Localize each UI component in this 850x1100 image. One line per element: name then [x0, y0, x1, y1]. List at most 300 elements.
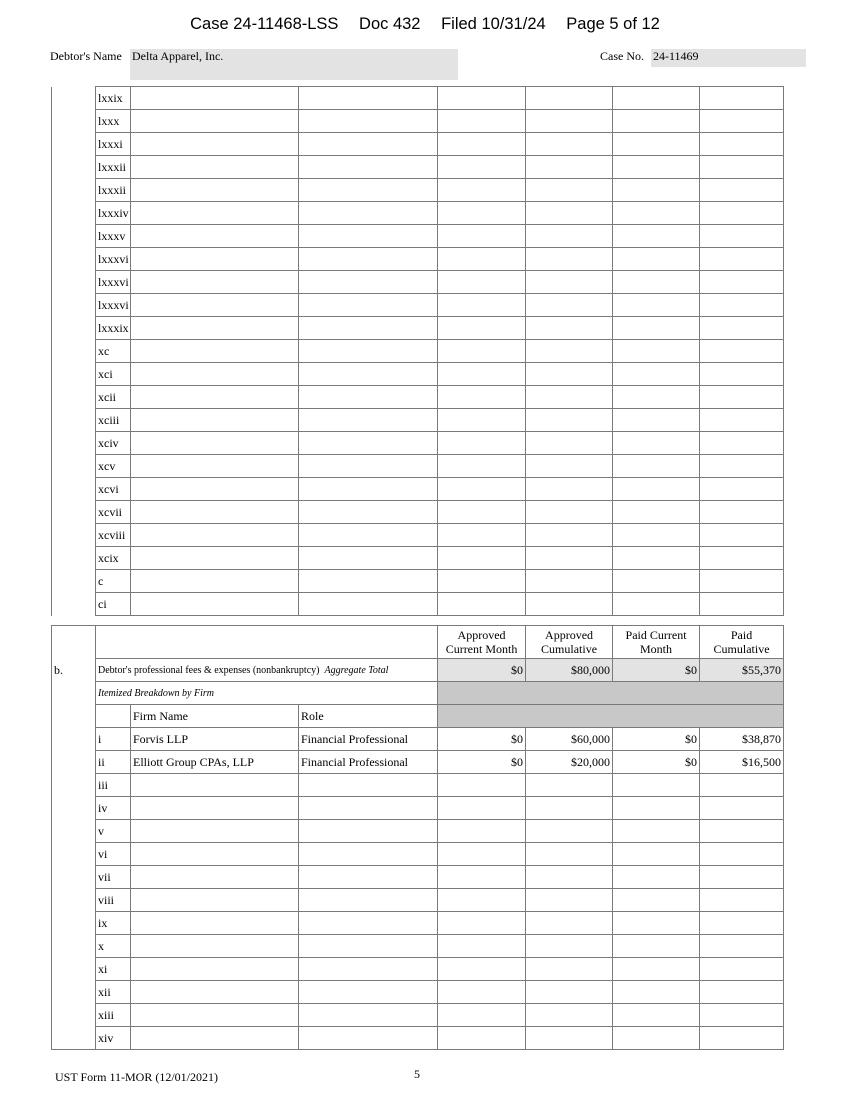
entry-cell[interactable]	[131, 820, 299, 843]
entry-cell[interactable]	[438, 432, 526, 455]
total-approved-cumulative: $80,000	[526, 659, 613, 682]
entry-cell[interactable]	[526, 294, 613, 317]
entry-cell[interactable]	[299, 843, 438, 866]
entry-cell[interactable]	[299, 202, 438, 225]
aggregate-label: Aggregate Total	[324, 664, 389, 676]
table-row	[52, 110, 784, 133]
entry-cell[interactable]	[700, 409, 784, 432]
entry-cell[interactable]	[438, 225, 526, 248]
entry-cell[interactable]	[299, 524, 438, 547]
blank-cell	[52, 570, 96, 593]
aggregate-desc: Debtor's professional fees & expenses (nonbankruptcy)	[98, 664, 320, 676]
entry-cell[interactable]	[613, 866, 700, 889]
entry-cell[interactable]	[526, 455, 613, 478]
blank-cell	[52, 317, 96, 340]
entry-cell[interactable]	[613, 409, 700, 432]
entry-cell[interactable]	[613, 912, 700, 935]
entry-cell[interactable]	[526, 547, 613, 570]
entry-cell[interactable]	[131, 179, 299, 202]
doc-number: Doc 432	[359, 15, 421, 33]
blank-cell	[52, 501, 96, 524]
entry-cell[interactable]	[700, 524, 784, 547]
blank-header-cell	[96, 626, 438, 659]
entry-cell[interactable]	[131, 271, 299, 294]
entry-cell[interactable]	[438, 1027, 526, 1050]
entry-cell[interactable]	[438, 202, 526, 225]
table-row	[52, 843, 784, 866]
entry-cell[interactable]	[613, 1004, 700, 1027]
entry-cell[interactable]	[438, 501, 526, 524]
entry-cell[interactable]	[131, 432, 299, 455]
entry-cell[interactable]	[613, 820, 700, 843]
entry-cell[interactable]	[438, 958, 526, 981]
entry-cell[interactable]	[700, 271, 784, 294]
entry-cell[interactable]	[526, 912, 613, 935]
entry-cell[interactable]	[526, 843, 613, 866]
row-number: lxxxii	[96, 179, 131, 202]
section-b-table	[51, 625, 784, 1050]
case-no-field[interactable]: 24-11469	[651, 49, 806, 67]
entry-cell[interactable]	[526, 363, 613, 386]
entry-cell[interactable]	[700, 797, 784, 820]
entry-cell[interactable]	[526, 225, 613, 248]
table-row	[52, 271, 784, 294]
row-number: lxxxiv	[96, 202, 131, 225]
entry-cell[interactable]	[613, 1027, 700, 1050]
entry-cell[interactable]	[526, 179, 613, 202]
entry-cell[interactable]	[131, 981, 299, 1004]
entry-cell[interactable]	[131, 958, 299, 981]
entry-cell[interactable]	[613, 225, 700, 248]
blank-cell	[52, 774, 96, 797]
entry-cell[interactable]	[131, 363, 299, 386]
firm-name-header: Firm Name	[131, 705, 299, 728]
blank-cell	[52, 981, 96, 1004]
entry-cell[interactable]	[299, 935, 438, 958]
row-number: xcix	[96, 547, 131, 570]
entry-cell[interactable]	[613, 340, 700, 363]
row-number: iv	[96, 797, 131, 820]
entry-cell[interactable]	[438, 133, 526, 156]
row-number: xc	[96, 340, 131, 363]
entry-cell[interactable]	[438, 820, 526, 843]
entry-cell[interactable]	[299, 958, 438, 981]
table-row	[52, 981, 784, 1004]
entry-cell[interactable]	[438, 386, 526, 409]
entry-cell[interactable]	[700, 87, 784, 110]
itemized-shaded	[438, 682, 784, 705]
blank-cell	[52, 843, 96, 866]
row-number: lxxxii	[96, 156, 131, 179]
entry-cell[interactable]	[299, 570, 438, 593]
entry-cell[interactable]	[613, 179, 700, 202]
entry-cell[interactable]	[131, 478, 299, 501]
entry-cell[interactable]	[299, 1004, 438, 1027]
entry-cell[interactable]	[131, 593, 299, 616]
entry-cell[interactable]	[299, 340, 438, 363]
table-row	[52, 294, 784, 317]
table-row	[52, 547, 784, 570]
row-number: x	[96, 935, 131, 958]
table-row	[52, 593, 784, 616]
entry-cell[interactable]	[613, 202, 700, 225]
entry-cell[interactable]	[299, 455, 438, 478]
row-number: vii	[96, 866, 131, 889]
col-header-approved-cumulative: Approved Cumulative	[526, 626, 613, 659]
entry-cell[interactable]	[299, 889, 438, 912]
entry-cell[interactable]	[613, 524, 700, 547]
entry-cell[interactable]	[526, 524, 613, 547]
entry-cell[interactable]	[438, 889, 526, 912]
row-number: xciv	[96, 432, 131, 455]
entry-cell[interactable]	[299, 1027, 438, 1050]
entry-cell[interactable]	[438, 774, 526, 797]
blank-cell	[52, 935, 96, 958]
entry-cell[interactable]	[700, 1027, 784, 1050]
entry-cell[interactable]	[438, 271, 526, 294]
entry-cell[interactable]	[526, 110, 613, 133]
entry-cell[interactable]	[613, 774, 700, 797]
table-row	[52, 225, 784, 248]
entry-cell[interactable]	[131, 547, 299, 570]
entry-cell[interactable]	[613, 981, 700, 1004]
table-row	[52, 501, 784, 524]
row-number: v	[96, 820, 131, 843]
entry-cell[interactable]	[131, 866, 299, 889]
entry-cell[interactable]	[131, 843, 299, 866]
firm-role: Financial Professional	[299, 751, 438, 774]
entry-cell[interactable]	[299, 87, 438, 110]
blank-cell	[52, 409, 96, 432]
row-number: xi	[96, 958, 131, 981]
entry-cell[interactable]	[700, 570, 784, 593]
entry-cell[interactable]	[613, 156, 700, 179]
entry-cell[interactable]	[700, 455, 784, 478]
entry-cell[interactable]	[438, 110, 526, 133]
entry-cell[interactable]	[700, 889, 784, 912]
entry-cell[interactable]	[613, 958, 700, 981]
table-row	[52, 133, 784, 156]
debtor-name-field[interactable]: Delta Apparel, Inc.	[130, 49, 458, 80]
entry-cell[interactable]	[438, 981, 526, 1004]
entry-cell[interactable]	[299, 478, 438, 501]
entry-cell[interactable]	[700, 294, 784, 317]
entry-cell[interactable]	[700, 386, 784, 409]
entry-cell[interactable]	[700, 432, 784, 455]
entry-cell[interactable]	[613, 797, 700, 820]
row-number: iii	[96, 774, 131, 797]
entry-cell[interactable]	[299, 501, 438, 524]
row-number: c	[96, 570, 131, 593]
entry-cell[interactable]	[131, 455, 299, 478]
entry-cell[interactable]	[613, 501, 700, 524]
entry-cell[interactable]	[131, 1027, 299, 1050]
entry-cell[interactable]	[700, 547, 784, 570]
entry-cell[interactable]	[526, 570, 613, 593]
blank-cell	[52, 728, 96, 751]
blank-cell	[52, 547, 96, 570]
blank-cell	[52, 478, 96, 501]
table-row	[52, 455, 784, 478]
entry-cell[interactable]	[526, 501, 613, 524]
entry-cell[interactable]	[438, 866, 526, 889]
entry-cell[interactable]	[299, 820, 438, 843]
entry-cell[interactable]	[526, 1027, 613, 1050]
entry-cell[interactable]	[526, 271, 613, 294]
row-number: xciii	[96, 409, 131, 432]
total-paid-current: $0	[613, 659, 700, 682]
entry-cell[interactable]	[299, 363, 438, 386]
entry-cell[interactable]	[700, 866, 784, 889]
entry-cell[interactable]	[700, 202, 784, 225]
entry-cell[interactable]	[613, 570, 700, 593]
entry-cell[interactable]	[299, 294, 438, 317]
entry-cell[interactable]	[131, 524, 299, 547]
entry-cell[interactable]	[700, 912, 784, 935]
entry-cell[interactable]	[526, 432, 613, 455]
firm-value: $16,500	[700, 751, 784, 774]
row-number: viii	[96, 889, 131, 912]
row-number: lxxx	[96, 110, 131, 133]
entry-cell[interactable]	[526, 797, 613, 820]
entry-cell[interactable]	[299, 774, 438, 797]
itemized-label: Itemized Breakdown by Firm	[96, 682, 438, 705]
entry-cell[interactable]	[700, 248, 784, 271]
entry-cell[interactable]	[438, 570, 526, 593]
entry-cell[interactable]	[438, 1004, 526, 1027]
entry-cell[interactable]	[613, 363, 700, 386]
firm-number: ii	[96, 751, 131, 774]
entry-cell[interactable]	[438, 593, 526, 616]
row-number: lxxxix	[96, 317, 131, 340]
blank-cell	[52, 524, 96, 547]
entry-cell[interactable]	[299, 432, 438, 455]
blank-cell	[52, 751, 96, 774]
entry-cell[interactable]	[526, 774, 613, 797]
entry-cell[interactable]	[700, 820, 784, 843]
entry-cell[interactable]	[526, 478, 613, 501]
blank-cell	[52, 1027, 96, 1050]
entry-cell[interactable]	[526, 317, 613, 340]
entry-cell[interactable]	[526, 87, 613, 110]
table-row	[52, 202, 784, 225]
table-row	[52, 478, 784, 501]
entry-cell[interactable]	[299, 317, 438, 340]
entry-cell[interactable]	[526, 156, 613, 179]
table-row	[52, 1027, 784, 1050]
entry-cell[interactable]	[613, 547, 700, 570]
entry-cell[interactable]	[438, 294, 526, 317]
entry-cell[interactable]	[131, 156, 299, 179]
row-number: lxxix	[96, 87, 131, 110]
entry-cell[interactable]	[438, 524, 526, 547]
blank-cell	[52, 889, 96, 912]
entry-cell[interactable]	[700, 156, 784, 179]
entry-cell[interactable]	[526, 409, 613, 432]
entry-cell[interactable]	[613, 294, 700, 317]
entry-cell[interactable]	[131, 409, 299, 432]
entry-cell[interactable]	[613, 386, 700, 409]
entry-cell[interactable]	[131, 87, 299, 110]
entry-cell[interactable]	[526, 935, 613, 958]
total-paid-cumulative: $55,370	[700, 659, 784, 682]
entry-cell[interactable]	[438, 935, 526, 958]
upper-fees-table	[51, 86, 784, 616]
blank-cell	[52, 294, 96, 317]
firm-number: i	[96, 728, 131, 751]
entry-cell[interactable]	[613, 455, 700, 478]
entry-cell[interactable]	[613, 271, 700, 294]
letter-cell	[52, 626, 96, 659]
row-number: lxxxvi	[96, 294, 131, 317]
entry-cell[interactable]	[438, 797, 526, 820]
entry-cell[interactable]	[526, 133, 613, 156]
entry-cell[interactable]	[299, 271, 438, 294]
table-row	[52, 774, 784, 797]
entry-cell[interactable]	[131, 294, 299, 317]
entry-cell[interactable]	[700, 958, 784, 981]
entry-cell[interactable]	[700, 225, 784, 248]
table-row	[52, 340, 784, 363]
blank-cell	[52, 110, 96, 133]
entry-cell[interactable]	[299, 409, 438, 432]
firm-name: Elliott Group CPAs, LLP	[131, 751, 299, 774]
entry-cell[interactable]	[700, 593, 784, 616]
entry-cell[interactable]	[526, 958, 613, 981]
entry-cell[interactable]	[131, 889, 299, 912]
col-header-paid-current: Paid Current Month	[613, 626, 700, 659]
entry-cell[interactable]	[613, 133, 700, 156]
entry-cell[interactable]	[526, 866, 613, 889]
entry-cell[interactable]	[438, 478, 526, 501]
row-number: lxxxi	[96, 133, 131, 156]
entry-cell[interactable]	[700, 843, 784, 866]
blank-cell	[52, 797, 96, 820]
blank-cell	[52, 958, 96, 981]
entry-cell[interactable]	[438, 843, 526, 866]
entry-cell[interactable]	[438, 363, 526, 386]
entry-cell[interactable]	[526, 202, 613, 225]
entry-cell[interactable]	[700, 363, 784, 386]
entry-cell[interactable]	[700, 935, 784, 958]
entry-cell[interactable]	[438, 912, 526, 935]
entry-cell[interactable]	[613, 87, 700, 110]
entry-cell[interactable]	[299, 110, 438, 133]
entry-cell[interactable]	[131, 570, 299, 593]
entry-cell[interactable]	[526, 386, 613, 409]
entry-cell[interactable]	[438, 87, 526, 110]
entry-cell[interactable]	[438, 179, 526, 202]
entry-cell[interactable]	[438, 317, 526, 340]
entry-cell[interactable]	[299, 179, 438, 202]
entry-cell[interactable]	[299, 156, 438, 179]
entry-cell[interactable]	[613, 889, 700, 912]
entry-cell[interactable]	[700, 501, 784, 524]
entry-cell[interactable]	[613, 478, 700, 501]
firm-value: $0	[613, 751, 700, 774]
entry-cell[interactable]	[299, 912, 438, 935]
entry-cell[interactable]	[131, 797, 299, 820]
entry-cell[interactable]	[700, 133, 784, 156]
table-row	[52, 156, 784, 179]
entry-cell[interactable]	[131, 912, 299, 935]
entry-cell[interactable]	[700, 981, 784, 1004]
entry-cell[interactable]	[700, 1004, 784, 1027]
entry-cell[interactable]	[131, 202, 299, 225]
entry-cell[interactable]	[613, 110, 700, 133]
entry-cell[interactable]	[613, 935, 700, 958]
entry-cell[interactable]	[526, 889, 613, 912]
header-row	[52, 626, 784, 659]
entry-cell[interactable]	[700, 317, 784, 340]
entry-cell[interactable]	[700, 774, 784, 797]
entry-cell[interactable]	[299, 593, 438, 616]
entry-cell[interactable]	[299, 133, 438, 156]
entry-cell[interactable]	[131, 225, 299, 248]
col-header-approved-current: Approved Current Month	[438, 626, 526, 659]
entry-cell[interactable]	[526, 981, 613, 1004]
entry-cell[interactable]	[131, 1004, 299, 1027]
entry-cell[interactable]	[613, 432, 700, 455]
entry-cell[interactable]	[438, 547, 526, 570]
entry-cell[interactable]	[299, 386, 438, 409]
entry-cell[interactable]	[131, 340, 299, 363]
entry-cell[interactable]	[613, 317, 700, 340]
firm-row	[52, 728, 784, 751]
entry-cell[interactable]	[131, 386, 299, 409]
blank-cell	[52, 455, 96, 478]
entry-cell[interactable]	[438, 156, 526, 179]
entry-cell[interactable]	[131, 935, 299, 958]
entry-cell[interactable]	[438, 248, 526, 271]
entry-cell[interactable]	[526, 820, 613, 843]
entry-cell[interactable]	[299, 248, 438, 271]
entry-cell[interactable]	[438, 455, 526, 478]
entry-cell[interactable]	[438, 340, 526, 363]
entry-cell[interactable]	[299, 866, 438, 889]
entry-cell[interactable]	[299, 547, 438, 570]
firm-name: Forvis LLP	[131, 728, 299, 751]
entry-cell[interactable]	[613, 593, 700, 616]
entry-cell[interactable]	[700, 340, 784, 363]
blank-cell	[52, 912, 96, 935]
row-number: xiii	[96, 1004, 131, 1027]
entry-cell[interactable]	[299, 225, 438, 248]
entry-cell[interactable]	[700, 110, 784, 133]
entry-cell[interactable]	[526, 593, 613, 616]
entry-cell[interactable]	[131, 774, 299, 797]
entry-cell[interactable]	[299, 981, 438, 1004]
entry-cell[interactable]	[700, 179, 784, 202]
entry-cell[interactable]	[299, 797, 438, 820]
entry-cell[interactable]	[131, 317, 299, 340]
blank-cell	[52, 87, 96, 110]
blank-cell	[52, 386, 96, 409]
entry-cell[interactable]	[131, 110, 299, 133]
entry-cell[interactable]	[131, 133, 299, 156]
entry-cell[interactable]	[131, 248, 299, 271]
entry-cell[interactable]	[613, 843, 700, 866]
entry-cell[interactable]	[613, 248, 700, 271]
entry-cell[interactable]	[131, 501, 299, 524]
entry-cell[interactable]	[526, 1004, 613, 1027]
entry-cell[interactable]	[438, 409, 526, 432]
table-row	[52, 866, 784, 889]
case-header	[0, 15, 850, 34]
entry-cell[interactable]	[700, 478, 784, 501]
entry-cell[interactable]	[526, 248, 613, 271]
entry-cell[interactable]	[526, 340, 613, 363]
